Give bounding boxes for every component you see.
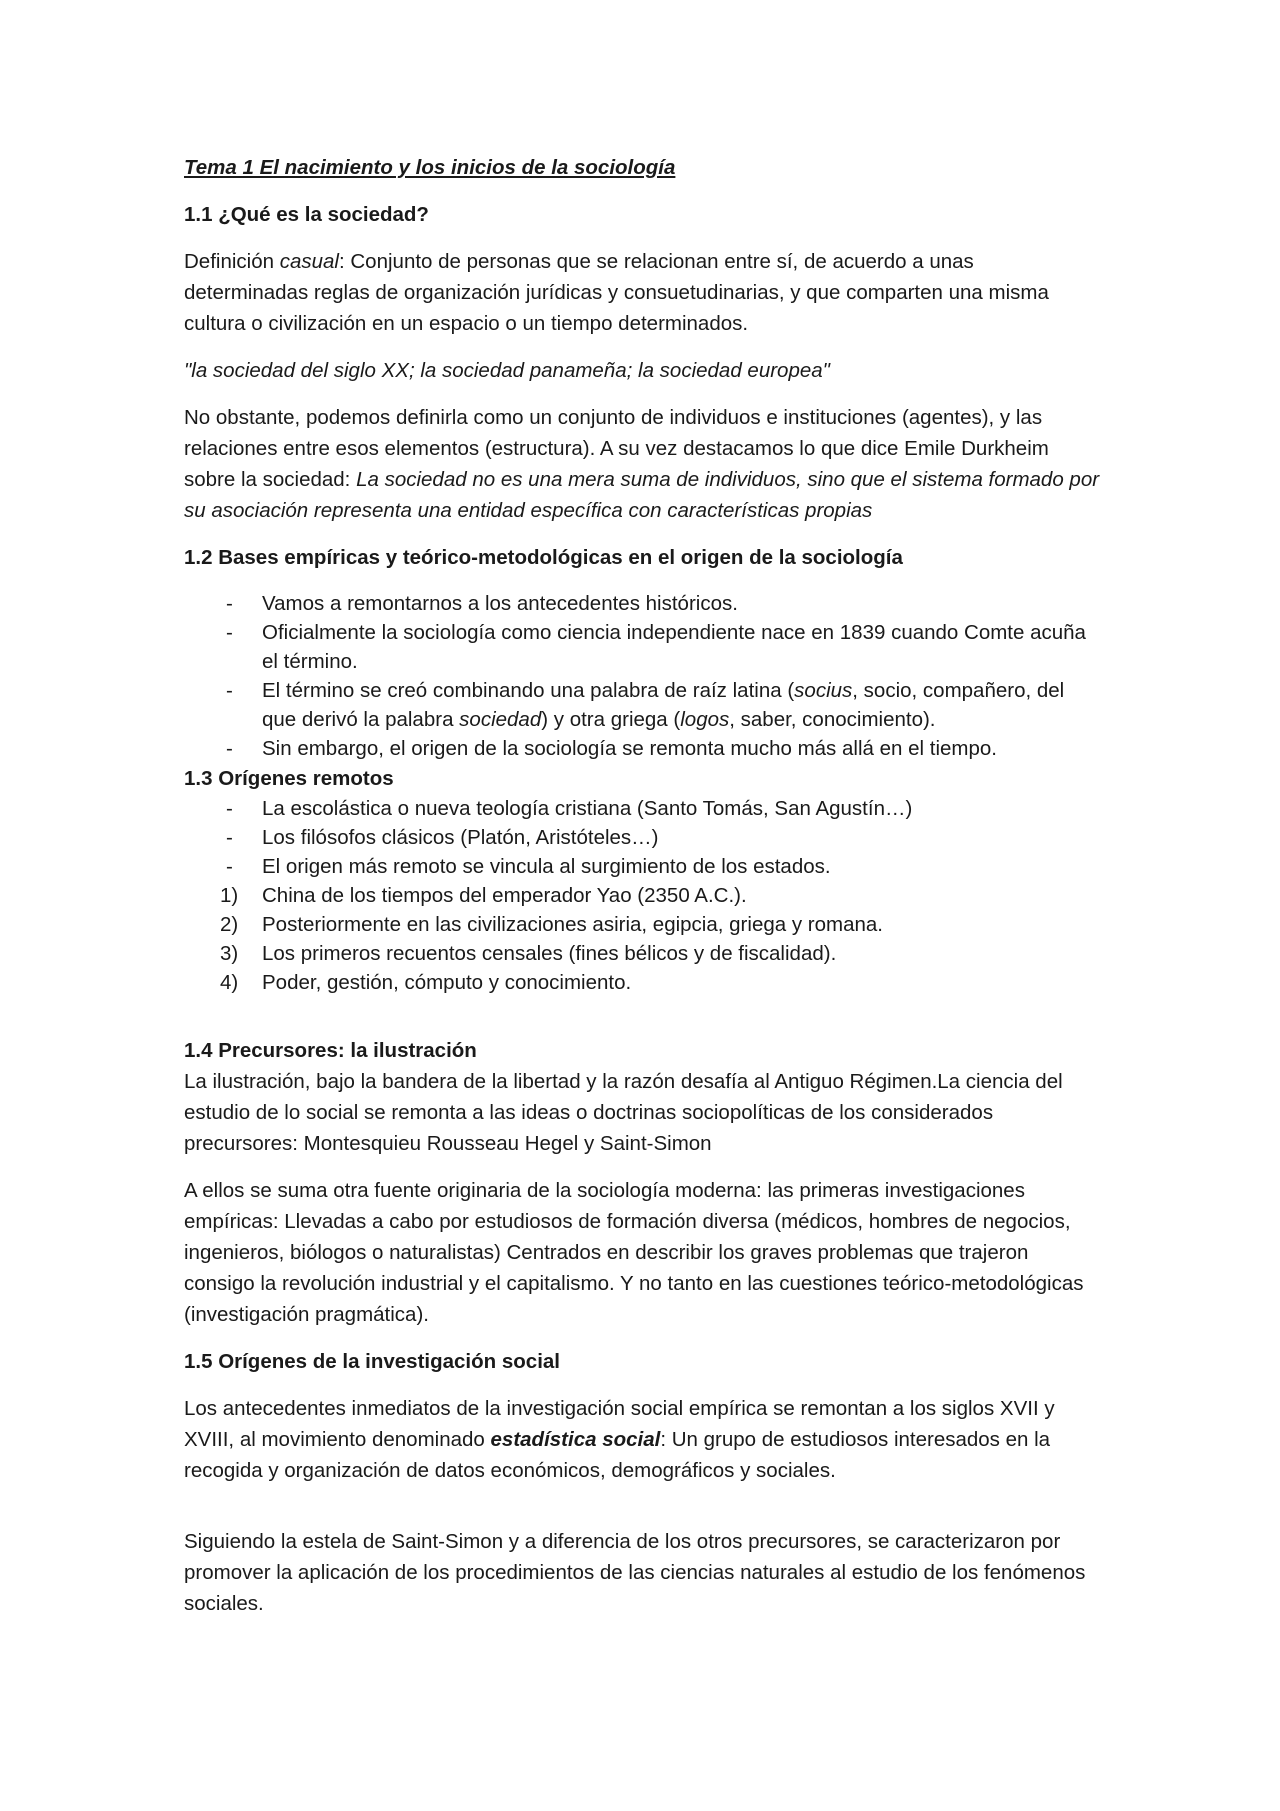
list-item-text: Poder, gestión, cómputo y conocimiento. — [262, 971, 632, 994]
list-item — [184, 852, 1102, 881]
list-item-text: , socio, compañero, del que derivó la palabra — [262, 679, 1065, 731]
list-item — [184, 618, 1102, 676]
section-1-3-heading: 1.3 Orígenes remotos — [184, 767, 394, 790]
section-1-3-numbered-list — [184, 881, 1102, 997]
term-socius: socius — [794, 679, 853, 702]
empirical-research-paragraph: A ellos se suma otra fuente originaria de la sociología moderna: las primeras investigaciones empíricas: Llevadas a cabo por estudiosos de formación diversa (médicos, hombres de negocios, ingenieros, biólogos o naturalistas) Centrados en describir los graves problemas que trajeron consigo la revolución industrial y el capitalismo. Y no tanto en las cuestiones teórico-metodológicas (investigación pragmática). — [184, 1179, 1084, 1326]
durkheim-paragraph — [184, 402, 1102, 526]
list-item-text: Vamos a remontarnos a los antecedentes históricos. — [262, 592, 738, 615]
list-item — [184, 794, 1102, 823]
section-1-1-heading: 1.1 ¿Qué es la sociedad? — [184, 203, 429, 226]
social-statistics-paragraph — [184, 1393, 1102, 1486]
list-item-text: , saber, conocimiento). — [729, 708, 936, 731]
list-item — [184, 676, 1102, 734]
section-1-2-list — [184, 589, 1102, 763]
section-1-2-heading: 1.2 Bases empíricas y teórico-metodológicas en el origen de la sociología — [184, 546, 903, 569]
list-item-text: El término se creó combinando una palabra de raíz latina ( — [262, 679, 795, 702]
list-item — [184, 734, 1102, 763]
definition-term: casual — [279, 250, 339, 273]
number-marker: 1) — [220, 884, 239, 907]
list-item-text: Oficialmente la sociología como ciencia independiente nace en 1839 cuando Comte acuña el término. — [262, 621, 1086, 673]
list-item-text: Sin embargo, el origen de la sociología se remonta mucho más allá en el tiempo. — [262, 737, 997, 760]
section-1-5-heading: 1.5 Orígenes de la investigación social — [184, 1350, 560, 1373]
paragraph-text: Los antecedentes inmediatos de la investigación social empírica se remontan a los siglos XVII y XVIII, al movimiento denominado — [184, 1397, 1055, 1451]
term-logos: logos — [680, 708, 730, 731]
list-item-text: Los filósofos clásicos (Platón, Aristóteles…) — [262, 826, 659, 849]
section-1-3-dash-list — [184, 794, 1102, 881]
definition-lead: Definición — [184, 250, 280, 273]
document-title: Tema 1 El nacimiento y los inicios de la sociología — [184, 156, 676, 179]
durkheim-intro: No obstante, podemos definirla como un conjunto de individuos e instituciones (agentes), y las relaciones entre esos elementos (estructura). A su vez destacamos lo que dice Emile Durkheim sobre la sociedad: — [184, 406, 1049, 491]
society-definition — [184, 246, 1102, 339]
number-marker: 3) — [220, 942, 239, 965]
number-marker: 4) — [220, 971, 239, 994]
list-item — [184, 589, 1102, 618]
dash-marker: - — [226, 737, 233, 760]
list-item-text: China de los tiempos del emperador Yao (2350 A.C.). — [262, 884, 747, 907]
dash-marker: - — [226, 797, 233, 820]
list-item-text: Los primeros recuentos censales (fines bélicos y de fiscalidad). — [262, 942, 837, 965]
term-sociedad: sociedad — [459, 708, 542, 731]
dash-marker: - — [226, 679, 233, 702]
list-item-text: Posteriormente en las civilizaciones asiria, egipcia, griega y romana. — [262, 913, 883, 936]
list-item-text: ) y otra griega ( — [541, 708, 681, 731]
spacer — [184, 997, 1102, 1035]
list-item — [184, 910, 1102, 939]
list-item — [184, 939, 1102, 968]
term-estadistica-social: estadística social — [490, 1428, 661, 1451]
definition-text: : Conjunto de personas que se relacionan entre sí, de acuerdo a unas determinadas reglas de organización jurídicas y consuetudinarias, y que comparten una misma cultura o civilización en un espacio o un tiempo determinados. — [184, 250, 1049, 335]
society-examples: "la sociedad del siglo XX; la sociedad panameña; la sociedad europea" — [184, 359, 830, 382]
list-item-text: El origen más remoto se vincula al surgimiento de los estados. — [262, 855, 831, 878]
list-item — [184, 881, 1102, 910]
paragraph-text: : Un grupo de estudiosos interesados en la recogida y organización de datos económicos, demográficos y sociales. — [184, 1428, 1051, 1482]
spacer — [184, 1502, 1102, 1526]
dash-marker: - — [226, 592, 233, 615]
list-item-text: La escolástica o nueva teología cristiana (Santo Tomás, San Agustín…) — [262, 797, 913, 820]
number-marker: 2) — [220, 913, 239, 936]
saint-simon-paragraph: Siguiendo la estela de Saint-Simon y a diferencia de los otros precursores, se caracterizaron por promover la aplicación de los procedimientos de las ciencias naturales al estudio de los fenómenos sociales. — [184, 1530, 1086, 1615]
list-item — [184, 823, 1102, 852]
dash-marker: - — [226, 621, 233, 644]
dash-marker: - — [226, 855, 233, 878]
durkheim-quote: La sociedad no es una mera suma de individuos, sino que el sistema formado por su asociación representa una entidad específica con características propias — [184, 468, 1100, 522]
section-1-4-heading: 1.4 Precursores: la ilustración — [184, 1039, 477, 1062]
enlightenment-paragraph: La ilustración, bajo la bandera de la libertad y la razón desafía al Antiguo Régimen.La ciencia del estudio de lo social se remonta a las ideas o doctrinas sociopolíticas de los considerados precursores: Montesquieu Rousseau Hegel y Saint-Simon — [184, 1070, 1063, 1155]
dash-marker: - — [226, 826, 233, 849]
list-item — [184, 968, 1102, 997]
